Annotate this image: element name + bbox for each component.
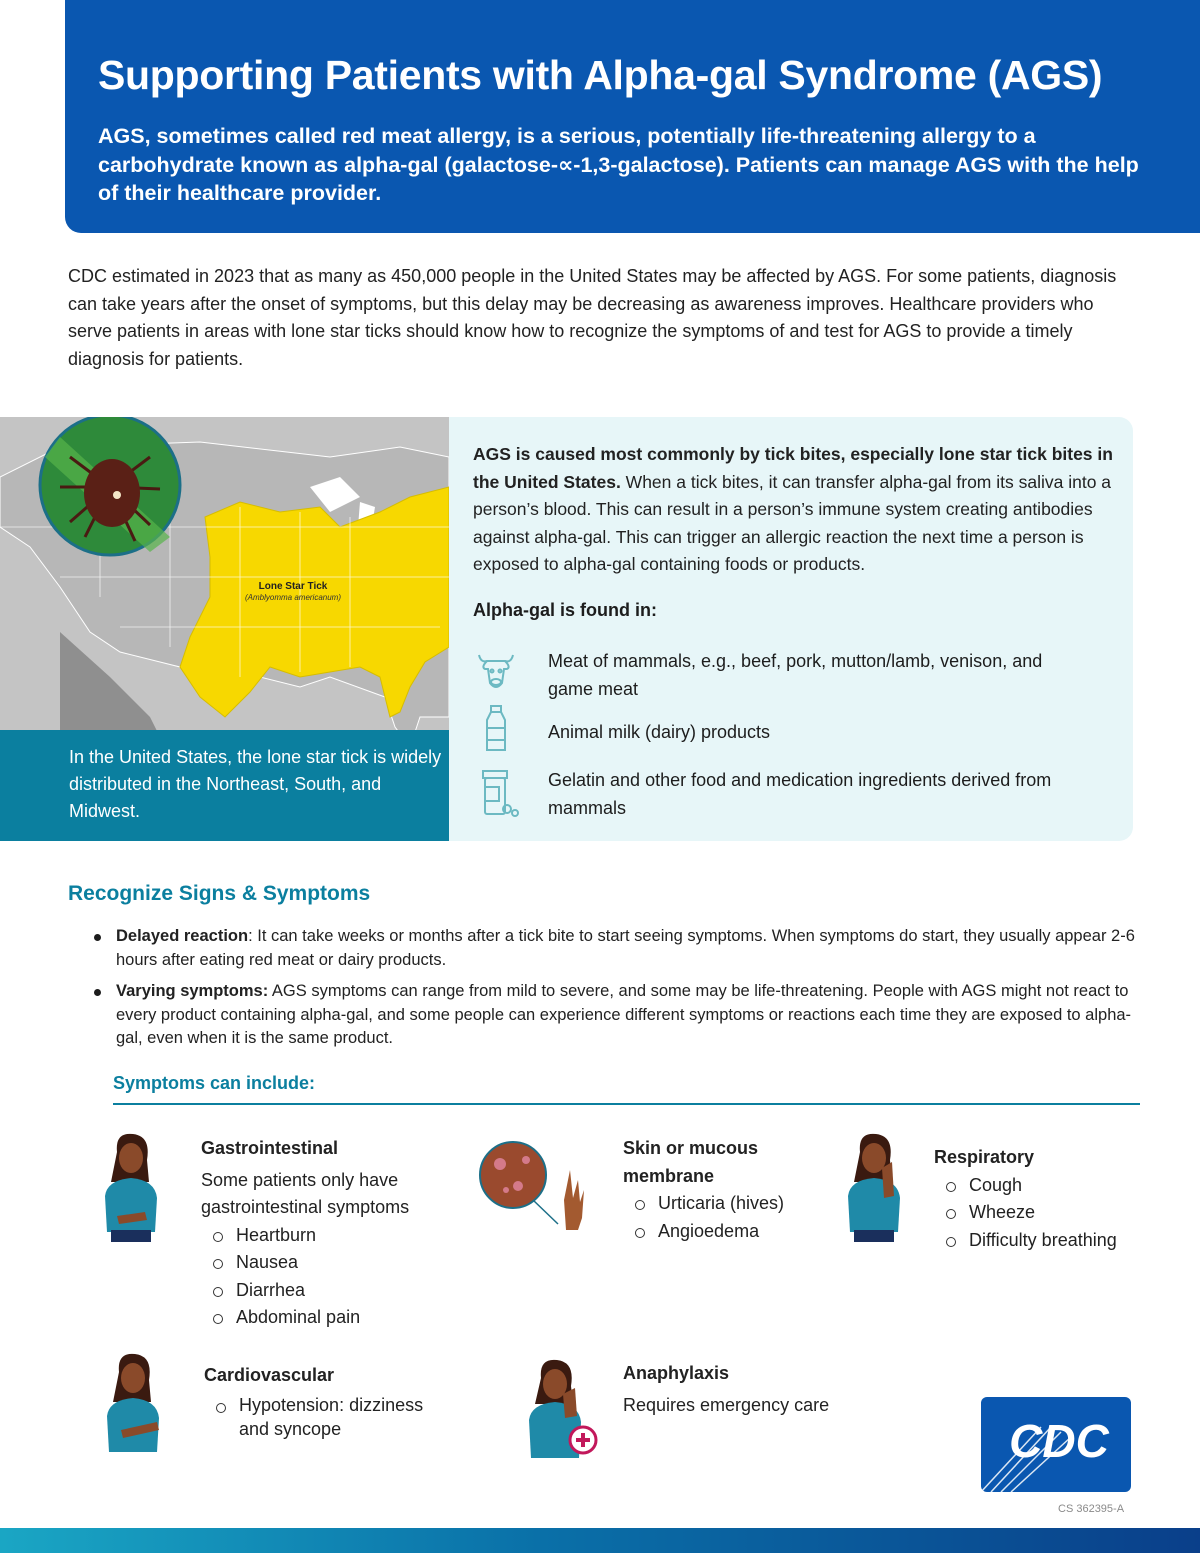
list-item: Angioedema: [623, 1218, 813, 1246]
map-tick-label: Lone Star Tick: [258, 581, 328, 592]
anaphylaxis-person-icon: [527, 1358, 599, 1458]
list-item: Diarrhea: [201, 1277, 451, 1305]
gastro-title: Gastrointestinal: [201, 1138, 339, 1158]
page-title: Supporting Patients with Alpha-gal Syndrome (AGS): [98, 52, 1103, 98]
skin-block: [623, 1135, 813, 1245]
info-lead: [473, 441, 1113, 579]
signs-list: [92, 925, 1142, 1059]
anaphylaxis-desc: Requires emergency care: [623, 1394, 830, 1415]
signs-heading: Recognize Signs & Symptoms: [68, 882, 371, 905]
header-banner: [65, 0, 1200, 233]
bullet-label: Varying symptoms:: [116, 982, 269, 1000]
gastro-desc: Some patients only have gastrointestinal symptoms: [201, 1169, 410, 1217]
cardiovascular-person-icon: [97, 1352, 169, 1460]
list-item: Nausea: [201, 1249, 451, 1277]
cardiovascular-title: Cardiovascular: [204, 1365, 335, 1385]
respiratory-person-icon: [838, 1132, 908, 1244]
respiratory-title: Respiratory: [934, 1147, 1035, 1167]
gastro-person-icon: [95, 1132, 165, 1244]
map-caption: In the United States, the lone star tick is widely distributed in the Northeast, South, and Midwest.: [0, 730, 449, 841]
found-item-meat: Meat of mammals, e.g., beef, pork, mutton/lamb, venison, and game meat: [548, 651, 1043, 699]
list-item: Cough: [934, 1172, 1154, 1200]
skin-list: [623, 1190, 813, 1245]
list-item: Abdominal pain: [201, 1304, 451, 1332]
cdc-logo-text: CDC: [1009, 1415, 1109, 1467]
cow-icon: [473, 647, 519, 698]
page-subtitle: AGS, sometimes called red meat allergy, is a serious, potentially life-threatening allergy to a carbohydrate known as alpha-gal (galactose-∝-1,3-galactose). Patients can manage AGS with the help of their healthcare provider.: [98, 124, 1139, 205]
respiratory-block: [934, 1144, 1154, 1254]
list-item: Wheeze: [934, 1199, 1154, 1227]
bullet-text: It can take weeks or months after a tick bite to start seeing symptoms. When symptoms do start, they usually appear 2-6 hours after eating red meat or dairy products.: [116, 927, 1135, 969]
signs-bullet-delayed: [92, 925, 1142, 972]
signs-bullet-varying: [92, 980, 1142, 1051]
alpha-gal-info-panel: [449, 417, 1133, 841]
found-in-heading: Alpha-gal is found in:: [473, 600, 657, 620]
anaphylaxis-title: Anaphylaxis: [623, 1363, 730, 1383]
found-item-gelatin: Gelatin and other food and medication ingredients derived from mammals: [548, 770, 1052, 818]
intro-paragraph: CDC estimated in 2023 that as many as 450,000 people in the United States may be affected by AGS. For some patients, diagnosis can take years after the onset of symptoms, but this delay may be decreasing as awareness improves. Healthcare providers who serve patients in areas with lone star ticks should know how to recognize the symptoms of and test for AGS to provide a timely diagnosis for patients.: [68, 266, 1117, 369]
footer-gradient-bar: [0, 1528, 1200, 1553]
anaphylaxis-block: [623, 1360, 873, 1419]
symptoms-heading: Symptoms can include:: [113, 1073, 316, 1093]
medication-icon: [473, 769, 523, 824]
list-item: Difficulty breathing: [934, 1227, 1154, 1255]
document-code: CS 362395-A: [1058, 1503, 1125, 1515]
list-item: Hypotension: dizziness and syncope: [204, 1393, 449, 1441]
skin-title: Skin or mucous membrane: [623, 1138, 759, 1186]
skin-rash-icon: [478, 1140, 598, 1232]
bullet-label: Delayed reaction: [116, 927, 249, 945]
map-tick-sublabel: (Amblyomma americanum): [244, 593, 342, 602]
cdc-logo: [981, 1397, 1131, 1492]
found-item-dairy: Animal milk (dairy) products: [548, 722, 771, 742]
cardiovascular-list: [204, 1393, 449, 1441]
bullet-sep: :: [248, 927, 253, 945]
symptoms-divider: [113, 1103, 1140, 1105]
milk-bottle-icon: [473, 704, 519, 759]
gastro-list: [201, 1222, 451, 1332]
cardiovascular-block: [204, 1362, 449, 1441]
bullet-text: AGS symptoms can range from mild to severe, and some may be life-threatening. People with AGS might not react to every product containing alpha-gal, and some people can experience different symptoms or reactions each time they are exposed to alpha-gal, even when it is the same product.: [116, 982, 1132, 1047]
respiratory-list: [934, 1172, 1154, 1255]
gastro-block: [201, 1135, 451, 1332]
info-lead-bold: AGS is caused most commonly by tick bites, especially lone star tick bites in the United States.: [473, 444, 1113, 492]
info-lead-rest: When a tick bites, it can transfer alpha-gal from its saliva into a person’s blood. This can result in a person’s immune system creating antibodies against alpha-gal. This can trigger an allergic reaction the next time a person is exposed to alpha-gal containing foods or products.: [473, 471, 1112, 574]
list-item: Urticaria (hives): [623, 1190, 813, 1218]
list-item: Heartburn: [201, 1222, 451, 1250]
